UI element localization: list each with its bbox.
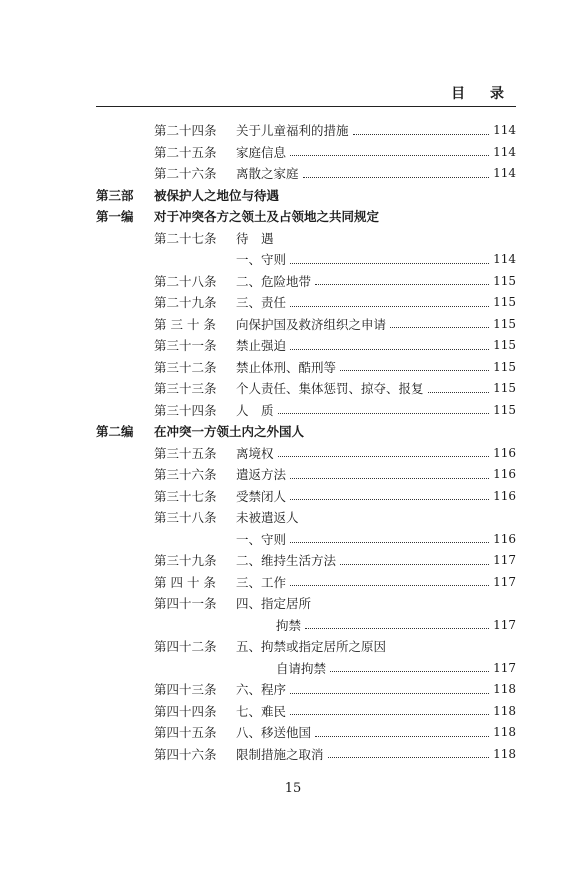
toc-entry	[96, 400, 516, 422]
toc-entry-number: 第四十一条	[154, 596, 217, 611]
toc-entry	[96, 378, 516, 400]
toc-entry-number: 第二十六条	[154, 166, 217, 181]
dot-leader	[290, 584, 489, 586]
toc-entry	[96, 335, 516, 357]
toc-entry-title: 遣返方法	[236, 467, 287, 482]
toc-entry-number: 第二十五条	[154, 144, 217, 160]
toc-entry-title: 自请拘禁	[276, 660, 327, 676]
header-rule	[96, 106, 516, 107]
toc-entry-number: 第 四 十 条	[154, 574, 216, 590]
toc-entry	[96, 658, 516, 680]
toc-entry-title: 五、拘禁或指定居所之原因	[236, 639, 387, 654]
toc-entry-number: 第三十九条	[154, 553, 217, 568]
toc-entry	[96, 744, 516, 766]
toc-entry-page: 116	[493, 531, 516, 546]
toc-entry-number: 第三部	[96, 187, 134, 203]
toc-entry-number: 第三十二条	[154, 359, 217, 375]
toc-entry	[96, 464, 516, 486]
toc-entry	[96, 142, 516, 164]
dot-leader	[290, 713, 489, 715]
toc-entry-title: 人 质	[236, 402, 274, 418]
toc-entry-page: 114	[493, 123, 516, 137]
toc-entry-number: 第二十四条	[154, 123, 217, 138]
dot-leader	[315, 735, 489, 737]
toc-entry-number: 第三十六条	[154, 467, 217, 482]
toc-entry-title: 八、移送他国	[236, 725, 312, 740]
toc-entry-number: 第四十三条	[154, 682, 217, 697]
toc-entry-title: 向保护国及救济组织之申请	[236, 316, 387, 332]
toc-entry-number: 第三十七条	[154, 488, 217, 504]
toc-section-heading	[96, 421, 516, 443]
toc-entry	[96, 701, 516, 723]
toc-entry-number: 第三十五条	[154, 445, 217, 461]
dot-leader	[315, 283, 489, 285]
toc-entry-number: 第四十二条	[154, 639, 217, 654]
dot-leader	[290, 348, 489, 350]
toc-entry	[96, 529, 516, 551]
toc-entry-title: 限制措施之取消	[236, 746, 324, 762]
toc-entry-title: 三、责任	[236, 295, 287, 310]
toc-entry-number: 第二十八条	[154, 273, 217, 289]
toc-entry-title: 家庭信息	[236, 144, 287, 160]
toc-entry-title: 六、程序	[236, 682, 287, 697]
toc-entry	[96, 120, 516, 142]
toc-entry-page: 115	[493, 273, 516, 288]
toc-entry-page: 115	[493, 402, 516, 417]
toc-entry-number: 第一编	[96, 209, 134, 224]
toc-entry	[96, 314, 516, 336]
toc-entry-page: 115	[493, 359, 516, 374]
toc-entry-title: 禁止体刑、酷刑等	[236, 359, 337, 375]
toc-entry-page: 117	[493, 660, 516, 675]
toc-entry	[96, 271, 516, 293]
dot-leader	[303, 176, 490, 178]
toc-entry-page: 116	[493, 488, 516, 503]
toc-entry-title: 七、难民	[236, 703, 287, 719]
dot-leader	[290, 262, 489, 264]
toc-entry	[96, 443, 516, 465]
toc-entry	[96, 292, 516, 314]
toc-entry-page: 117	[493, 553, 516, 567]
toc-entry-page: 114	[493, 166, 516, 180]
table-of-contents	[96, 120, 516, 765]
toc-entry-page: 116	[493, 445, 516, 460]
toc-entry-number: 第 三 十 条	[154, 316, 216, 332]
toc-entry-title: 离境权	[236, 445, 274, 461]
toc-entry-number: 第三十八条	[154, 510, 217, 525]
toc-entry	[96, 615, 516, 637]
dot-leader	[290, 541, 489, 543]
toc-entry-page: 115	[493, 316, 516, 331]
dot-leader	[428, 391, 490, 393]
toc-entry-page: 116	[493, 467, 516, 481]
toc-entry-page: 118	[493, 746, 516, 761]
dot-leader	[290, 477, 489, 479]
toc-entry-number: 第四十五条	[154, 725, 217, 740]
toc-entry-title: 待 遇	[236, 230, 274, 246]
toc-entry	[96, 486, 516, 508]
dot-leader	[330, 670, 489, 672]
dot-leader	[290, 154, 489, 156]
dot-leader	[278, 455, 490, 457]
toc-entry-title: 在冲突一方领土内之外国人	[154, 424, 305, 439]
dot-leader	[340, 563, 489, 565]
toc-entry	[96, 572, 516, 594]
page-number: 15	[284, 781, 302, 796]
toc-entry-page: 115	[493, 381, 516, 395]
toc-entry	[96, 636, 516, 658]
toc-entry	[96, 507, 516, 529]
toc-entry-title: 拘禁	[276, 617, 302, 633]
dot-leader	[278, 412, 490, 414]
toc-entry-number: 第二十九条	[154, 295, 217, 310]
toc-entry-page: 117	[493, 574, 516, 589]
toc-entry-title: 关于儿童福利的措施	[236, 123, 349, 138]
toc-section-heading	[96, 206, 516, 228]
toc-entry-title: 对于冲突各方之领土及占领地之共同规定	[154, 209, 380, 224]
toc-entry-number: 第四十四条	[154, 703, 217, 719]
toc-entry-title: 未被遣返人	[236, 510, 299, 525]
toc-entry-title: 离散之家庭	[236, 166, 299, 181]
toc-entry-title: 四、指定居所	[236, 596, 312, 611]
dot-leader	[390, 326, 489, 328]
toc-entry-page: 114	[493, 252, 516, 266]
toc-entry-title: 一、守则	[236, 252, 287, 267]
dot-leader	[328, 756, 490, 758]
toc-entry	[96, 228, 516, 250]
toc-entry	[96, 163, 516, 185]
toc-entry-title: 禁止强迫	[236, 338, 287, 353]
toc-entry	[96, 679, 516, 701]
toc-entry-page: 118	[493, 725, 516, 739]
toc-entry	[96, 722, 516, 744]
toc-entry-page: 118	[493, 682, 516, 696]
toc-entry-number: 第二十七条	[154, 230, 217, 246]
toc-entry-number: 第四十六条	[154, 746, 217, 762]
toc-entry	[96, 357, 516, 379]
toc-entry-title: 二、危险地带	[236, 273, 312, 289]
toc-entry-page: 117	[493, 617, 516, 632]
toc-entry-page: 115	[493, 295, 516, 309]
toc-entry-page: 118	[493, 703, 516, 718]
toc-entry-page: 114	[493, 144, 516, 159]
toc-section-heading	[96, 185, 516, 207]
toc-entry-title: 被保护人之地位与待遇	[154, 187, 280, 203]
dot-leader	[290, 305, 489, 307]
toc-entry-title: 受禁闭人	[236, 488, 287, 504]
toc-entry-title: 三、工作	[236, 574, 287, 590]
dot-leader	[340, 369, 489, 371]
toc-entry-number: 第三十一条	[154, 338, 217, 353]
toc-entry-number: 第二编	[96, 424, 134, 439]
toc-entry-title: 二、维持生活方法	[236, 553, 337, 568]
toc-entry-title: 一、守则	[236, 531, 287, 547]
dot-leader	[290, 692, 489, 694]
toc-entry-page: 115	[493, 338, 516, 352]
page-header-title: 目 录	[451, 86, 514, 102]
toc-entry-number: 第三十三条	[154, 381, 217, 396]
dot-leader	[305, 627, 489, 629]
toc-entry	[96, 593, 516, 615]
dot-leader	[290, 498, 489, 500]
dot-leader	[353, 133, 490, 135]
toc-entry-number: 第三十四条	[154, 402, 217, 418]
toc-entry-title: 个人责任、集体惩罚、掠夺、报复	[236, 381, 424, 396]
toc-entry	[96, 249, 516, 271]
toc-entry	[96, 550, 516, 572]
